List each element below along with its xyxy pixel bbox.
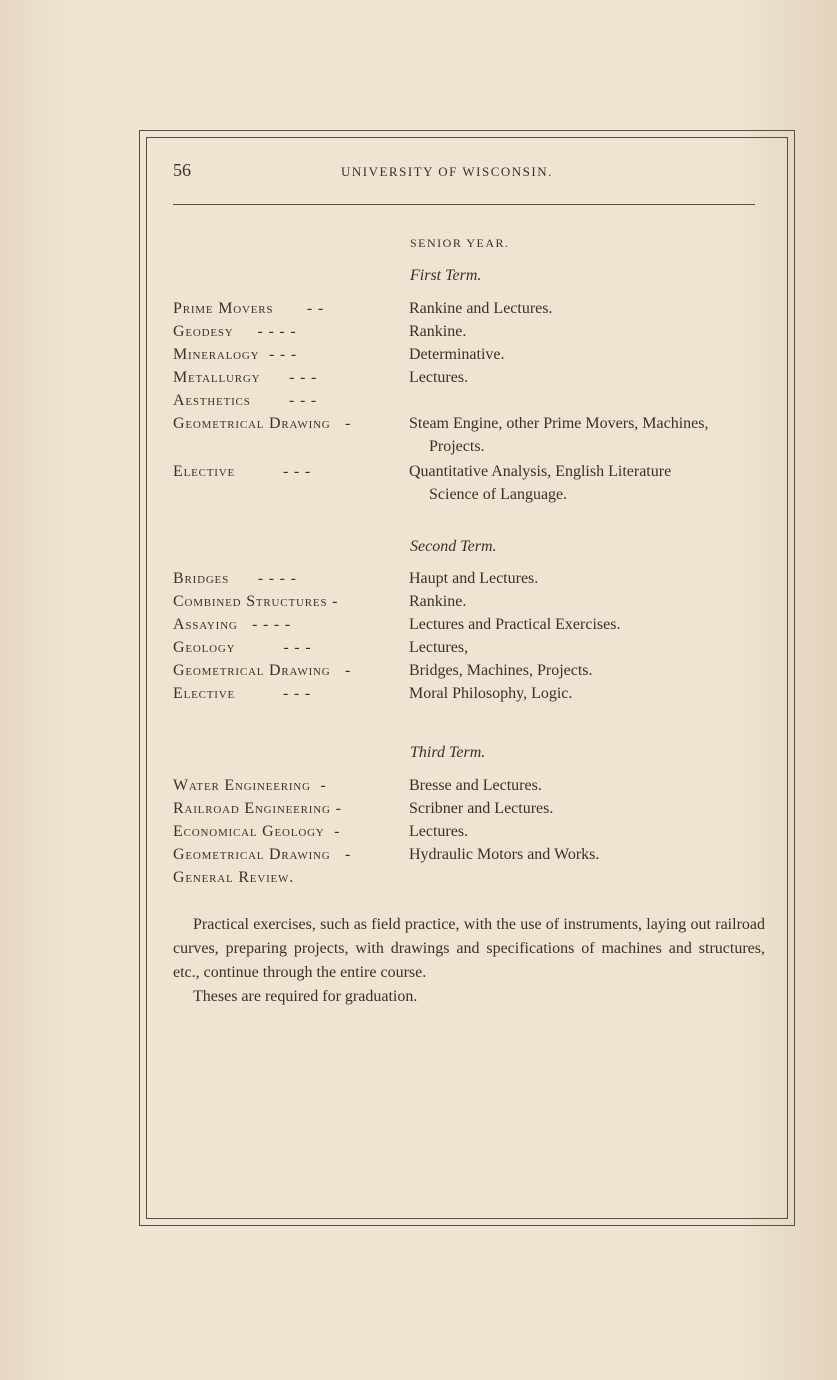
course-subject: Geodesy - - - - [173,323,297,340]
course-description: Lectures and Practical Exercises. [409,616,621,633]
course-subject: Metallurgy - - - [173,369,318,386]
course-description: Lectures. [409,823,469,840]
course-subject: Combined Structures - [173,593,339,610]
course-subject: Railroad Engineering - [173,800,342,817]
course-subject: Geometrical Drawing - [173,415,352,432]
course-subject: Geology - - - [173,639,312,656]
course-description: Moral Philosophy, Logic. [409,685,573,702]
course-description: Quantitative Analysis, English Literature Science of Language. [409,463,672,503]
course-description: Haupt and Lectures. [409,570,539,587]
course-description: Bresse and Lectures. [409,777,542,794]
course-subject: Prime Movers - - [173,300,324,317]
course-subject: General Review. [173,869,295,886]
course-description: Bridges, Machines, Projects. [409,662,593,679]
term-title: Second Term. [410,538,497,555]
course-subject: Water Engineering - [173,777,327,794]
year-title: SENIOR YEAR. [410,236,510,250]
course-description: Lectures. [409,369,469,386]
course-description: Scribner and Lectures. [409,800,554,817]
course-subject: Economical Geology - [173,823,341,840]
course-description: Rankine. [409,323,467,340]
running-head: UNIVERSITY OF WISCONSIN. [341,164,553,179]
course-description: Hydraulic Motors and Works. [409,846,600,863]
header-rule [173,204,755,205]
course-subject: Aesthetics - - - [173,392,318,409]
closing-notes [173,913,765,1009]
course-subject: Elective - - - [173,463,311,480]
course-subject: Geometrical Drawing - [173,662,352,679]
course-description: Rankine. [409,593,467,610]
course-subject: Mineralogy - - - [173,346,297,363]
term-title: Third Term. [410,744,486,761]
course-description: Lectures, [409,639,469,656]
term-title: First Term. [410,267,482,284]
page-header [173,160,755,184]
course-subject: Bridges - - - - [173,570,297,587]
closing-paragraph: Practical exercises, such as field practice, with the use of instruments, laying out railroad curves, preparing projects, with drawings and specifications of machines and structures, etc., continue through the entire course. [173,916,765,981]
course-description: Rankine and Lectures. [409,300,553,317]
course-subject: Elective - - - [173,685,311,702]
course-description: Steam Engine, other Prime Movers, Machines, Projects. [409,415,709,455]
closing-paragraph: Theses are required for graduation. [193,988,418,1005]
page-number: 56 [173,160,191,180]
course-description: Determinative. [409,346,505,363]
course-subject: Assaying - - - - [173,616,291,633]
course-subject: Geometrical Drawing - [173,846,352,863]
